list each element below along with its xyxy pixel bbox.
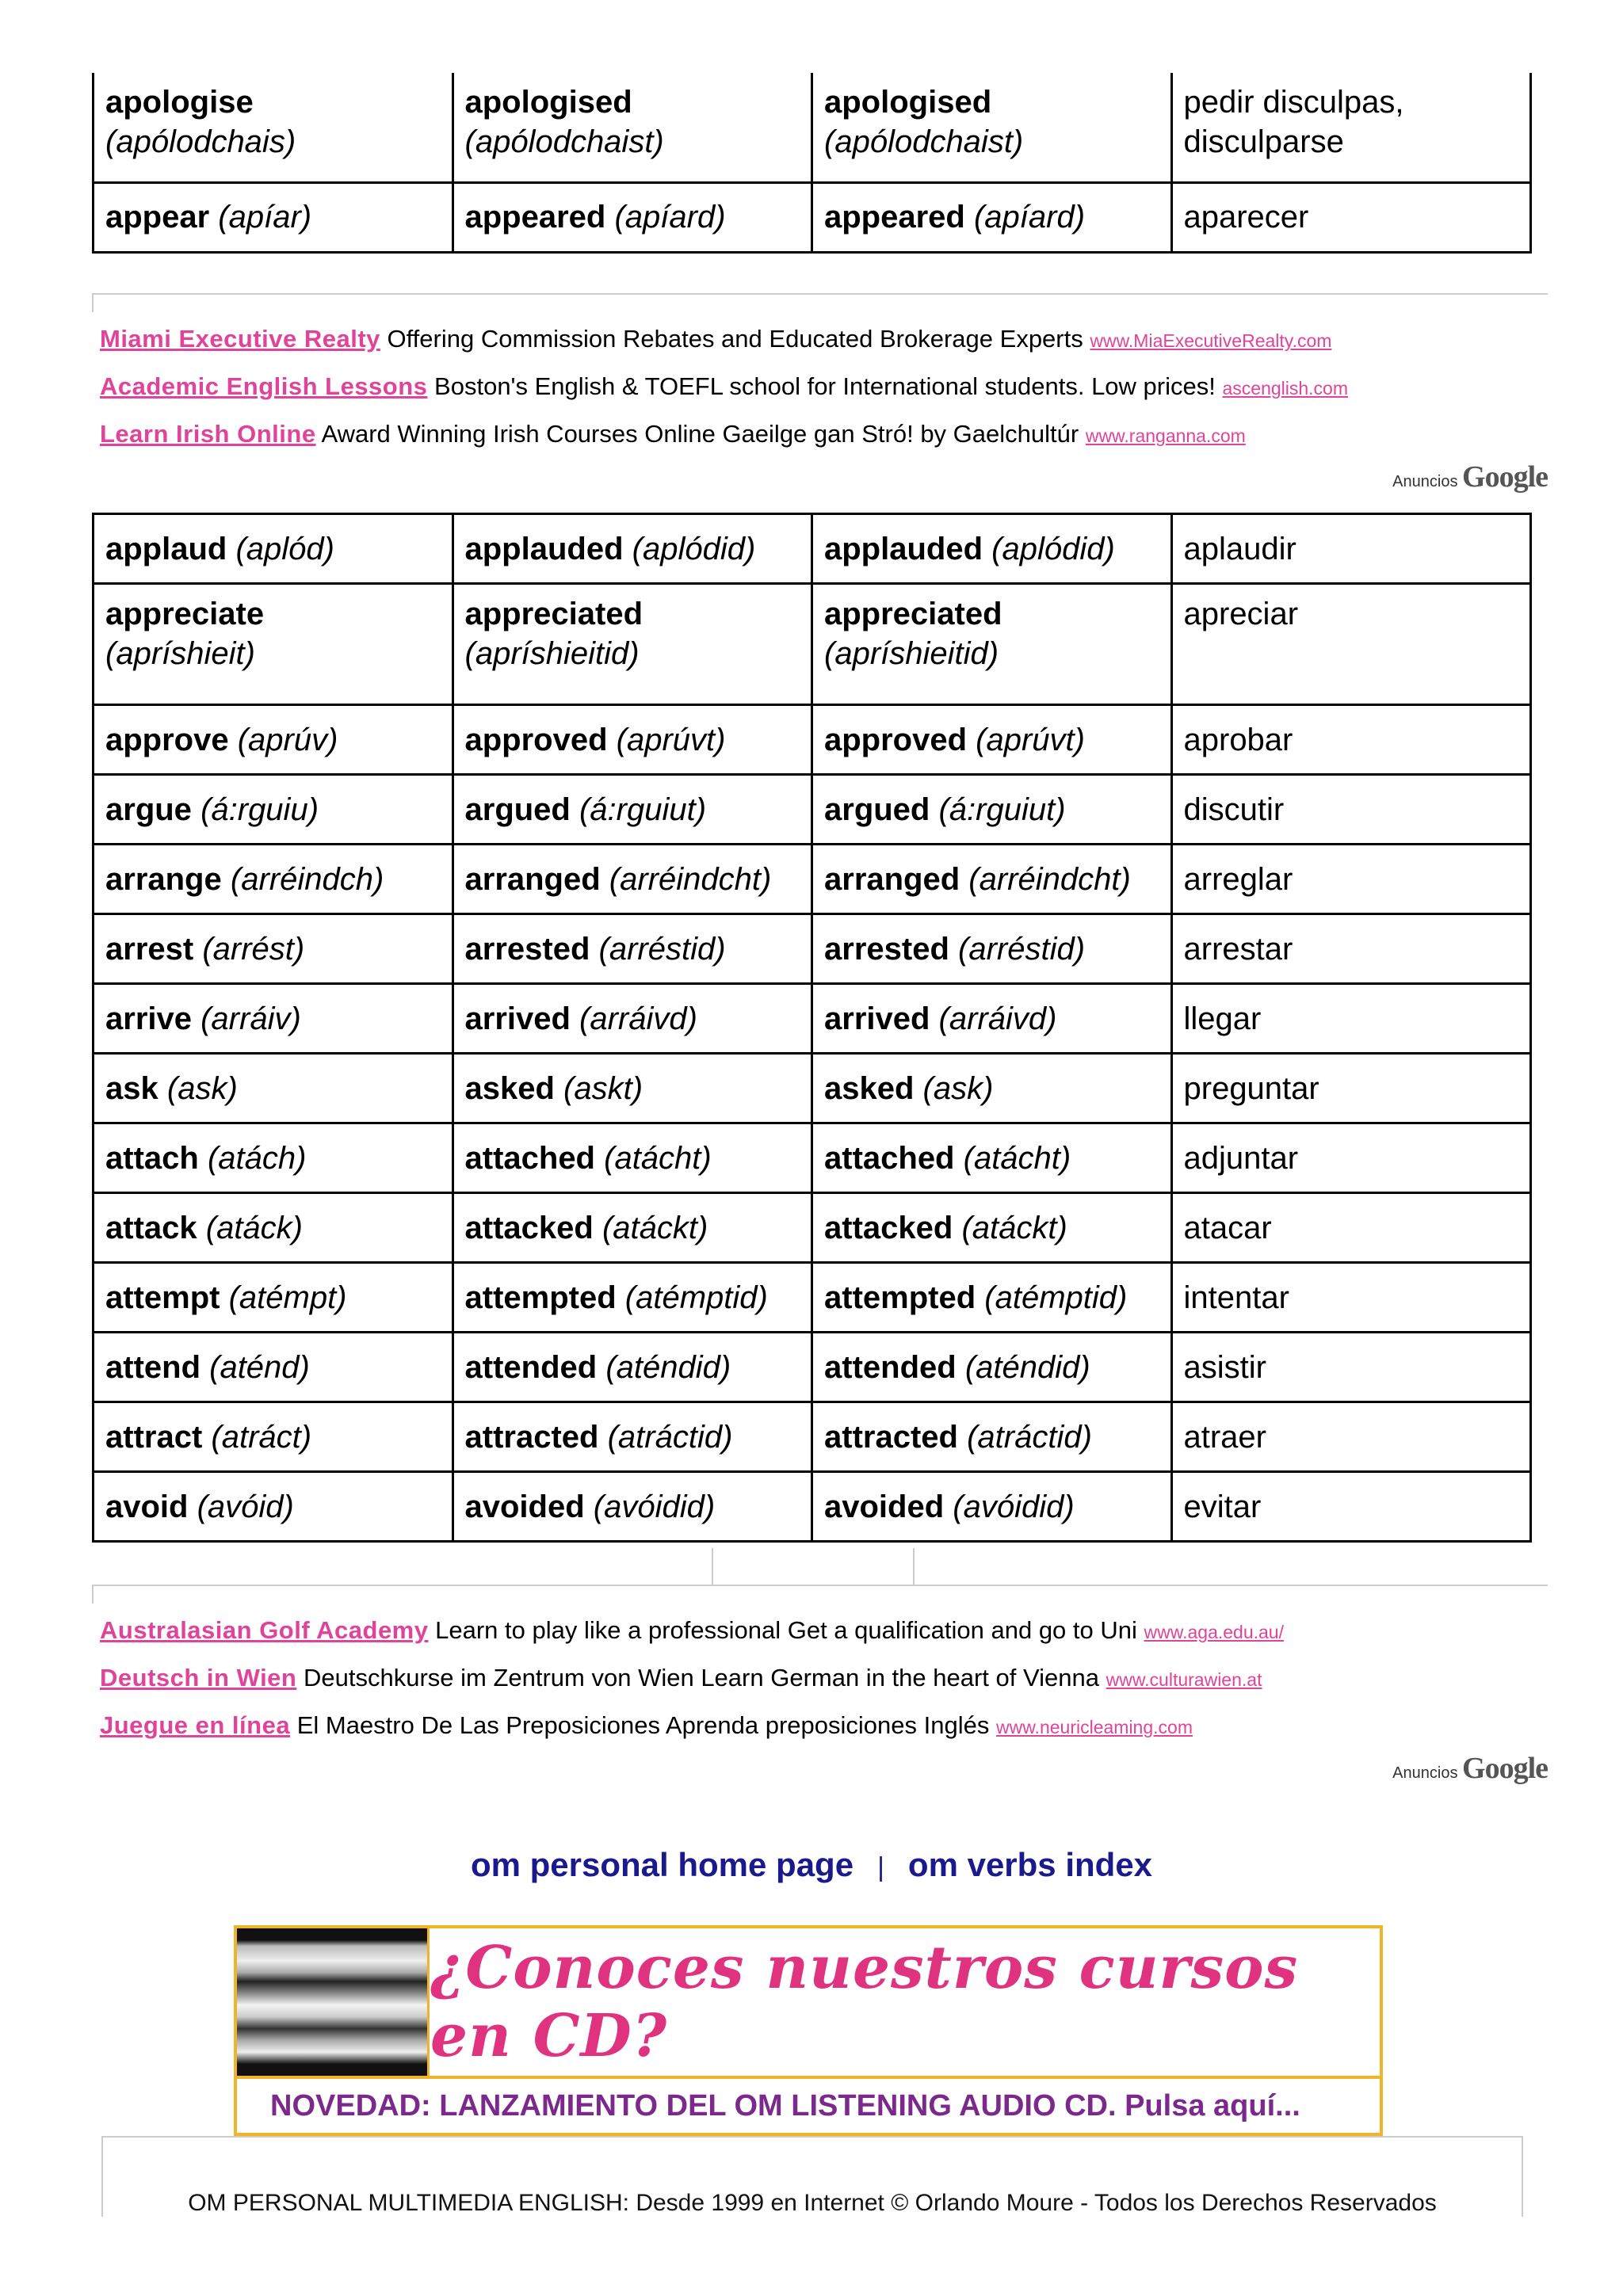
verb-form: argued bbox=[464, 791, 571, 827]
verb-form: attracted bbox=[824, 1419, 958, 1455]
verb-form: arrange bbox=[105, 861, 222, 897]
verb-form: attempted bbox=[824, 1280, 976, 1315]
verb-form: appreciate bbox=[105, 597, 265, 631]
verb-form: attempt bbox=[105, 1280, 220, 1315]
verb-row bbox=[94, 73, 1531, 182]
infinitive-cell bbox=[94, 1402, 453, 1472]
verb-form: attempted bbox=[464, 1280, 617, 1315]
verb-form: applauded bbox=[464, 531, 624, 566]
pronunciation: (arréindcht) bbox=[609, 861, 772, 897]
past-simple-cell bbox=[453, 705, 812, 775]
verb-row bbox=[94, 584, 1531, 705]
spanish-translation: evitar bbox=[1183, 1489, 1262, 1524]
verb-form: apologised bbox=[464, 85, 632, 120]
pronunciation: (atácht) bbox=[963, 1140, 1071, 1176]
verb-row bbox=[94, 1054, 1531, 1123]
verb-form: arrested bbox=[824, 931, 949, 967]
spanish-translation-cell bbox=[1171, 1054, 1531, 1123]
ad-url-link[interactable]: www.MiaExecutiveRealty.com bbox=[1090, 330, 1332, 351]
verb-form: asked bbox=[464, 1070, 555, 1106]
infinitive-cell bbox=[94, 1193, 453, 1263]
ad-url-link[interactable]: www.neuricleaming.com bbox=[996, 1717, 1193, 1737]
footer-copyright: OM PERSONAL MULTIMEDIA ENGLISH: Desde 1999 en Internet © Orlando Moure - Todos los Derechos Reservados bbox=[188, 2190, 1437, 2216]
ad-description: Learn to play like a professional Get a qualification and go to Uni bbox=[435, 1616, 1137, 1644]
infinitive-cell bbox=[94, 514, 453, 584]
pronunciation: (askt) bbox=[563, 1070, 643, 1106]
verb-form: attacked bbox=[824, 1210, 953, 1245]
infinitive-cell bbox=[94, 1263, 453, 1333]
pronunciation: (apólodchaist) bbox=[824, 124, 1024, 159]
verb-form: argue bbox=[105, 791, 192, 827]
past-simple-cell bbox=[453, 1054, 812, 1123]
ad-line bbox=[100, 1664, 1262, 1692]
past-participle-cell bbox=[812, 705, 1172, 775]
pronunciation: (aplód) bbox=[235, 531, 334, 566]
verb-form: attracted bbox=[464, 1419, 599, 1455]
spanish-translation: asistir bbox=[1183, 1349, 1266, 1385]
pronunciation: (aprúvt) bbox=[616, 722, 726, 757]
spanish-translation-cell bbox=[1171, 845, 1531, 914]
verb-form: argued bbox=[824, 791, 930, 827]
pronunciation: (atémptid) bbox=[984, 1280, 1128, 1315]
ad-line bbox=[100, 1616, 1284, 1645]
past-participle-cell bbox=[812, 775, 1172, 845]
past-simple-cell bbox=[453, 984, 812, 1054]
past-simple-cell bbox=[453, 1402, 812, 1472]
pronunciation: (arráivd) bbox=[938, 1001, 1057, 1036]
infinitive-cell bbox=[94, 984, 453, 1054]
verb-form: applauded bbox=[824, 531, 983, 566]
pronunciation: (aplódid) bbox=[991, 531, 1115, 566]
spanish-translation-cell bbox=[1171, 1402, 1531, 1472]
spanish-translation-cell bbox=[1171, 914, 1531, 984]
verb-row bbox=[94, 1472, 1531, 1542]
pronunciation: (aténdid) bbox=[964, 1349, 1090, 1385]
table-footer-stub bbox=[712, 1548, 915, 1586]
spanish-translation-cell bbox=[1171, 705, 1531, 775]
verb-form: approve bbox=[105, 722, 229, 757]
spanish-translation: adjuntar bbox=[1183, 1140, 1299, 1176]
ad-title-link[interactable]: Juegue en línea bbox=[100, 1711, 291, 1739]
verb-form: attach bbox=[105, 1140, 199, 1176]
cd-stack-image bbox=[237, 1928, 430, 2076]
verb-form: avoid bbox=[105, 1489, 189, 1524]
ads-block-2 bbox=[92, 1585, 1548, 1808]
ad-line bbox=[100, 372, 1348, 401]
pronunciation: (arréstid) bbox=[958, 931, 1086, 967]
past-simple-cell bbox=[453, 775, 812, 845]
verb-form: appear bbox=[105, 200, 210, 235]
verb-form: approved bbox=[824, 722, 968, 757]
spanish-translation: arrestar bbox=[1183, 931, 1293, 967]
spanish-translation-cell bbox=[1171, 775, 1531, 845]
nav-separator: | bbox=[877, 1852, 884, 1882]
spanish-translation-cell bbox=[1171, 182, 1531, 252]
ads-label-text: Anuncios bbox=[1392, 1764, 1458, 1782]
google-logo: Google bbox=[1462, 1752, 1548, 1785]
ads-label-text: Anuncios bbox=[1392, 473, 1458, 490]
cd-banner-text[interactable]: ¿Conoces nuestros cursos en CD? bbox=[430, 1934, 1299, 2070]
pronunciation: (ask) bbox=[166, 1070, 238, 1106]
spanish-translation: aprobar bbox=[1183, 722, 1293, 757]
verb-row bbox=[94, 914, 1531, 984]
verb-form: appeared bbox=[464, 200, 606, 235]
verb-row bbox=[94, 705, 1531, 775]
infinitive-cell bbox=[94, 1472, 453, 1542]
pronunciation: (apríshieitid) bbox=[824, 636, 999, 671]
past-simple-cell bbox=[453, 1123, 812, 1193]
verb-form: arrived bbox=[464, 1001, 571, 1036]
ads-block-1 bbox=[92, 293, 1548, 517]
verb-row bbox=[94, 1333, 1531, 1402]
pronunciation: (atráct) bbox=[211, 1419, 312, 1455]
past-participle-cell bbox=[812, 845, 1172, 914]
past-participle-cell bbox=[812, 182, 1172, 252]
past-simple-cell bbox=[453, 1472, 812, 1542]
pronunciation: (apólodchaist) bbox=[464, 124, 664, 159]
verb-row bbox=[94, 182, 1531, 252]
infinitive-cell bbox=[94, 705, 453, 775]
past-participle-cell bbox=[812, 1263, 1172, 1333]
verb-form: appeared bbox=[824, 200, 965, 235]
page-footer bbox=[101, 2136, 1523, 2217]
verbs-index-link[interactable]: om verbs index bbox=[907, 1846, 1153, 1883]
ad-url-link[interactable]: www.ranganna.com bbox=[1085, 425, 1246, 446]
past-participle-cell bbox=[812, 984, 1172, 1054]
ad-title-link[interactable]: Australasian Golf Academy bbox=[100, 1616, 429, 1644]
past-participle-cell bbox=[812, 1472, 1172, 1542]
verb-form: attended bbox=[824, 1349, 957, 1385]
infinitive-cell bbox=[94, 845, 453, 914]
spanish-translation-cell bbox=[1171, 584, 1531, 705]
verb-form: appreciated bbox=[824, 597, 1002, 631]
cd-news-link[interactable]: NOVEDAD: LANZAMIENTO DEL OM LISTENING AUDIO CD. Pulsa aquí... bbox=[237, 2076, 1380, 2133]
past-simple-cell bbox=[453, 182, 812, 252]
ad-description: Award Winning Irish Courses Online Gaeilge gan Stró! by Gaelchultúr bbox=[321, 420, 1079, 448]
ad-description: Deutschkurse im Zentrum von Wien Learn German in the heart of Vienna bbox=[303, 1664, 1099, 1691]
pronunciation: (atácht) bbox=[604, 1140, 712, 1176]
past-participle-cell bbox=[812, 584, 1172, 705]
verb-row bbox=[94, 984, 1531, 1054]
verb-row bbox=[94, 514, 1531, 584]
spanish-translation: atacar bbox=[1183, 1210, 1272, 1245]
past-simple-cell bbox=[453, 1193, 812, 1263]
spanish-translation-cell bbox=[1171, 1123, 1531, 1193]
past-simple-cell bbox=[453, 584, 812, 705]
pronunciation: (atráctid) bbox=[967, 1419, 1092, 1455]
spanish-translation-cell bbox=[1171, 1472, 1531, 1542]
ad-line bbox=[100, 325, 1331, 353]
verb-form: attract bbox=[105, 1419, 203, 1455]
home-page-link[interactable]: om personal home page bbox=[470, 1846, 854, 1883]
past-participle-cell bbox=[812, 1054, 1172, 1123]
infinitive-cell bbox=[94, 182, 453, 252]
google-ads-label[interactable] bbox=[1392, 1751, 1548, 1786]
verb-form: attached bbox=[824, 1140, 955, 1176]
pronunciation: (atémpt) bbox=[228, 1280, 347, 1315]
spanish-translation: discutir bbox=[1183, 791, 1285, 827]
past-simple-cell bbox=[453, 845, 812, 914]
spanish-translation-cell bbox=[1171, 514, 1531, 584]
verb-form: approved bbox=[464, 722, 608, 757]
verb-form: arrived bbox=[824, 1001, 930, 1036]
nav-links bbox=[0, 1846, 1623, 1884]
pronunciation: (apólodchais) bbox=[105, 124, 296, 159]
google-ads-label[interactable] bbox=[1392, 460, 1548, 494]
infinitive-cell bbox=[94, 914, 453, 984]
spanish-translation: apreciar bbox=[1183, 597, 1299, 631]
pronunciation: (aténdid) bbox=[605, 1349, 731, 1385]
spanish-translation-cell bbox=[1171, 1333, 1531, 1402]
pronunciation: (aplódid) bbox=[632, 531, 756, 566]
verb-table-main bbox=[92, 513, 1532, 1543]
pronunciation: (arréindcht) bbox=[968, 861, 1131, 897]
ad-line bbox=[100, 420, 1246, 448]
pronunciation: (arréindch) bbox=[230, 861, 384, 897]
ad-url-link[interactable]: ascenglish.com bbox=[1222, 378, 1349, 399]
pronunciation: (atáckt) bbox=[961, 1210, 1067, 1245]
verb-form: arranged bbox=[824, 861, 960, 897]
past-simple-cell bbox=[453, 514, 812, 584]
pronunciation: (arrést) bbox=[202, 931, 305, 967]
past-simple-cell bbox=[453, 914, 812, 984]
pronunciation: (ask) bbox=[922, 1070, 994, 1106]
ad-title-link[interactable]: Academic English Lessons bbox=[100, 372, 428, 400]
pronunciation: (á:rguiut) bbox=[579, 791, 707, 827]
past-simple-cell bbox=[453, 73, 812, 182]
verb-form: apologise bbox=[105, 85, 254, 120]
verb-form: attended bbox=[464, 1349, 598, 1385]
verb-form: arrested bbox=[464, 931, 590, 967]
spanish-translation-cell bbox=[1171, 1263, 1531, 1333]
pronunciation: (aprúvt) bbox=[976, 722, 1085, 757]
past-participle-cell bbox=[812, 1402, 1172, 1472]
spanish-translation: intentar bbox=[1183, 1280, 1289, 1315]
infinitive-cell bbox=[94, 1123, 453, 1193]
ad-description: El Maestro De Las Preposiciones Aprenda preposiciones Inglés bbox=[296, 1711, 990, 1739]
pronunciation: (arráivd) bbox=[579, 1001, 697, 1036]
pronunciation: (atáck) bbox=[205, 1210, 303, 1245]
verb-row bbox=[94, 775, 1531, 845]
ad-line bbox=[100, 1711, 1193, 1740]
infinitive-cell bbox=[94, 775, 453, 845]
spanish-translation: pedir disculpas, disculparse bbox=[1183, 85, 1404, 159]
infinitive-cell bbox=[94, 1333, 453, 1402]
pronunciation: (á:rguiut) bbox=[938, 791, 1066, 827]
pronunciation: (atáckt) bbox=[601, 1210, 708, 1245]
past-participle-cell bbox=[812, 514, 1172, 584]
spanish-translation-cell bbox=[1171, 984, 1531, 1054]
pronunciation: (apríshieit) bbox=[105, 636, 255, 671]
ad-title-link[interactable]: Deutsch in Wien bbox=[100, 1664, 297, 1691]
verb-row bbox=[94, 1263, 1531, 1333]
past-participle-cell bbox=[812, 73, 1172, 182]
verb-form: arrive bbox=[105, 1001, 192, 1036]
verb-row bbox=[94, 845, 1531, 914]
pronunciation: (atémptid) bbox=[624, 1280, 768, 1315]
ad-title-link[interactable]: Learn Irish Online bbox=[100, 420, 316, 448]
pronunciation: (apíar) bbox=[218, 200, 312, 235]
cd-promo-box[interactable] bbox=[234, 1925, 1383, 2136]
infinitive-cell bbox=[94, 584, 453, 705]
pronunciation: (avóid) bbox=[197, 1489, 294, 1524]
verb-form: attack bbox=[105, 1210, 197, 1245]
spanish-translation: preguntar bbox=[1183, 1070, 1319, 1106]
pronunciation: (arréstid) bbox=[598, 931, 726, 967]
verb-form: arranged bbox=[464, 861, 601, 897]
pronunciation: (avóidid) bbox=[953, 1489, 1075, 1524]
verb-form: attacked bbox=[464, 1210, 594, 1245]
pronunciation: (aténd) bbox=[209, 1349, 310, 1385]
infinitive-cell bbox=[94, 1054, 453, 1123]
infinitive-cell bbox=[94, 73, 453, 182]
pronunciation: (atách) bbox=[207, 1140, 307, 1176]
spanish-translation-cell bbox=[1171, 1193, 1531, 1263]
verb-form: apologised bbox=[824, 85, 992, 120]
verb-form: ask bbox=[105, 1070, 158, 1106]
google-logo: Google bbox=[1462, 460, 1548, 494]
pronunciation: (apríshieitid) bbox=[464, 636, 640, 671]
pronunciation: (avóidid) bbox=[593, 1489, 716, 1524]
verb-form: asked bbox=[824, 1070, 915, 1106]
pronunciation: (á:rguiu) bbox=[200, 791, 319, 827]
past-simple-cell bbox=[453, 1263, 812, 1333]
pronunciation: (arráiv) bbox=[200, 1001, 301, 1036]
verb-form: appreciated bbox=[464, 597, 643, 631]
verb-form: avoided bbox=[824, 1489, 945, 1524]
spanish-translation-cell bbox=[1171, 73, 1531, 182]
verb-form: arrest bbox=[105, 931, 194, 967]
verb-row bbox=[94, 1193, 1531, 1263]
ad-url-link[interactable]: www.culturawien.at bbox=[1106, 1669, 1262, 1690]
verb-row bbox=[94, 1123, 1531, 1193]
pronunciation: (apíard) bbox=[614, 200, 726, 235]
spanish-translation: arreglar bbox=[1183, 861, 1293, 897]
ad-title-link[interactable]: Miami Executive Realty bbox=[100, 325, 380, 353]
pronunciation: (apíard) bbox=[973, 200, 1086, 235]
verb-row bbox=[94, 1402, 1531, 1472]
past-simple-cell bbox=[453, 1333, 812, 1402]
verb-form: attached bbox=[464, 1140, 595, 1176]
past-participle-cell bbox=[812, 1123, 1172, 1193]
pronunciation: (atráctid) bbox=[607, 1419, 733, 1455]
verb-table-top bbox=[92, 73, 1532, 254]
ad-description: Offering Commission Rebates and Educated Brokerage Experts bbox=[387, 325, 1083, 353]
pronunciation: (aprúv) bbox=[237, 722, 338, 757]
ad-description: Boston's English & TOEFL school for International students. Low prices! bbox=[434, 372, 1216, 400]
verb-form: avoided bbox=[464, 1489, 585, 1524]
past-participle-cell bbox=[812, 914, 1172, 984]
spanish-translation: aplaudir bbox=[1183, 531, 1296, 566]
spanish-translation: llegar bbox=[1183, 1001, 1262, 1036]
past-participle-cell bbox=[812, 1333, 1172, 1402]
past-participle-cell bbox=[812, 1193, 1172, 1263]
verb-form: applaud bbox=[105, 531, 227, 566]
ad-url-link[interactable]: www.aga.edu.au/ bbox=[1144, 1622, 1284, 1642]
verb-form: attend bbox=[105, 1349, 200, 1385]
spanish-translation: atraer bbox=[1183, 1419, 1266, 1455]
spanish-translation: aparecer bbox=[1183, 200, 1309, 235]
